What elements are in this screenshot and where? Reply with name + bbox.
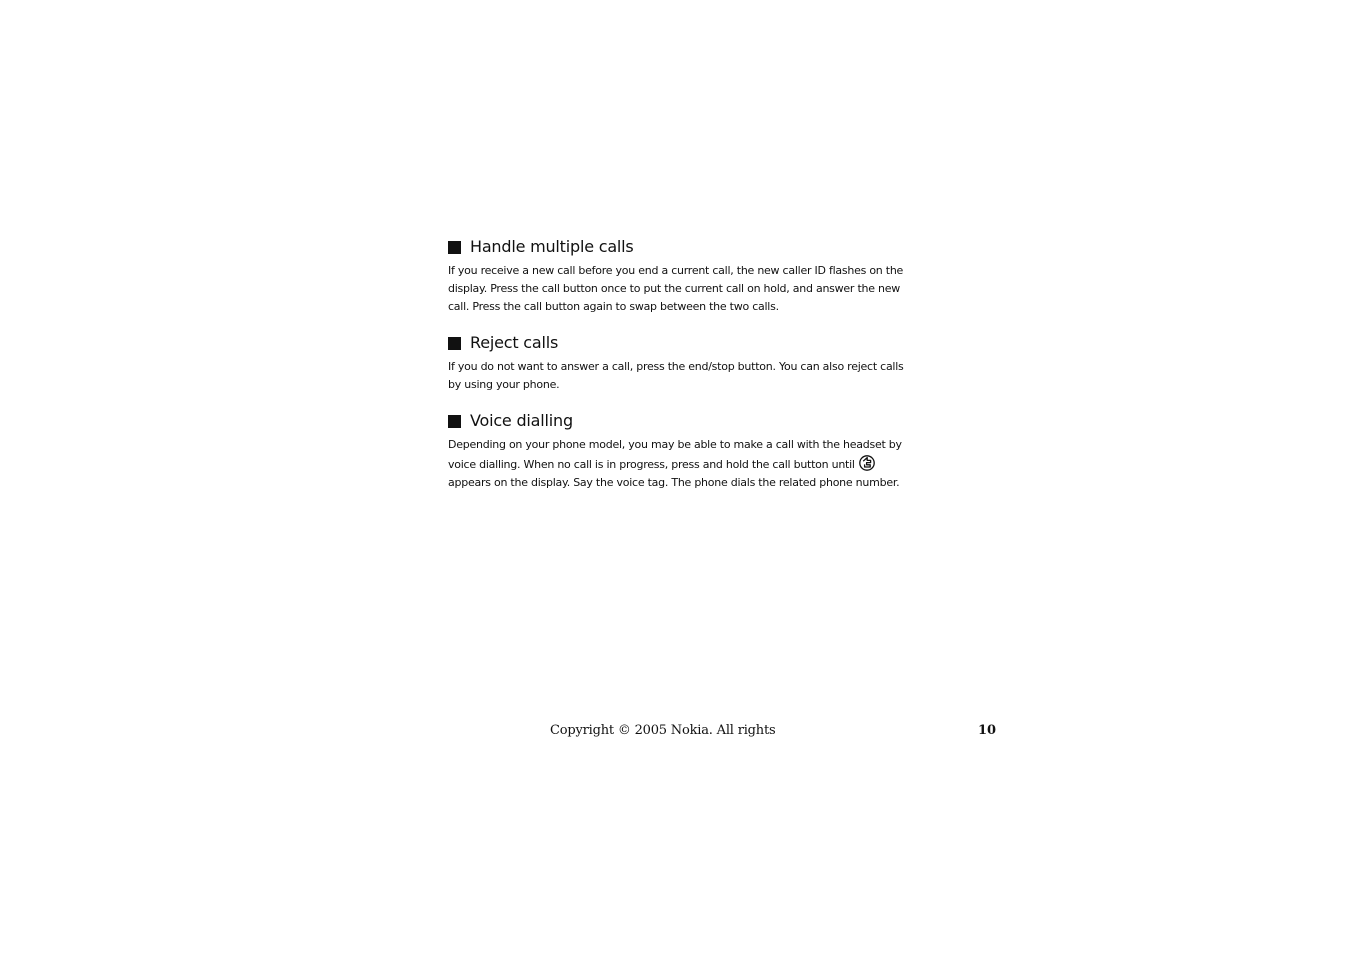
section-handle-multiple-calls	[448, 236, 904, 316]
section-title: Voice dialling	[470, 411, 573, 430]
section-body: If you do not want to answer a call, press the end/stop button. You can also reject calls by using your phone.	[448, 360, 904, 391]
section-heading	[448, 332, 904, 354]
footer-copyright: Copyright © 2005 Nokia. All rights	[550, 723, 776, 738]
section-title: Reject calls	[470, 333, 559, 352]
voice-dial-icon	[858, 454, 876, 472]
section-body-part-1: Depending on your phone model, you may be able to make a call with the headset by voice dialling. When no call is in progress, press and hold the call button until	[448, 438, 902, 471]
square-bullet-icon	[448, 415, 461, 428]
section-reject-calls	[448, 332, 904, 394]
section-body	[448, 436, 904, 492]
square-bullet-icon	[448, 337, 461, 350]
section-body-part-2: appears on the display. Say the voice tag. The phone dials the related phone number.	[448, 476, 900, 489]
page-number: 10	[978, 723, 997, 738]
section-heading	[448, 410, 904, 432]
document-content	[448, 236, 904, 492]
section-body: If you receive a new call before you end a current call, the new caller ID flashes on the display. Press the call button once to put the current call on hold, and answer the new call. Press the call button again to swap between the two calls.	[448, 264, 904, 313]
section-title: Handle multiple calls	[470, 237, 634, 256]
square-bullet-icon	[448, 241, 461, 254]
section-voice-dialling	[448, 410, 904, 492]
section-heading	[448, 236, 904, 258]
